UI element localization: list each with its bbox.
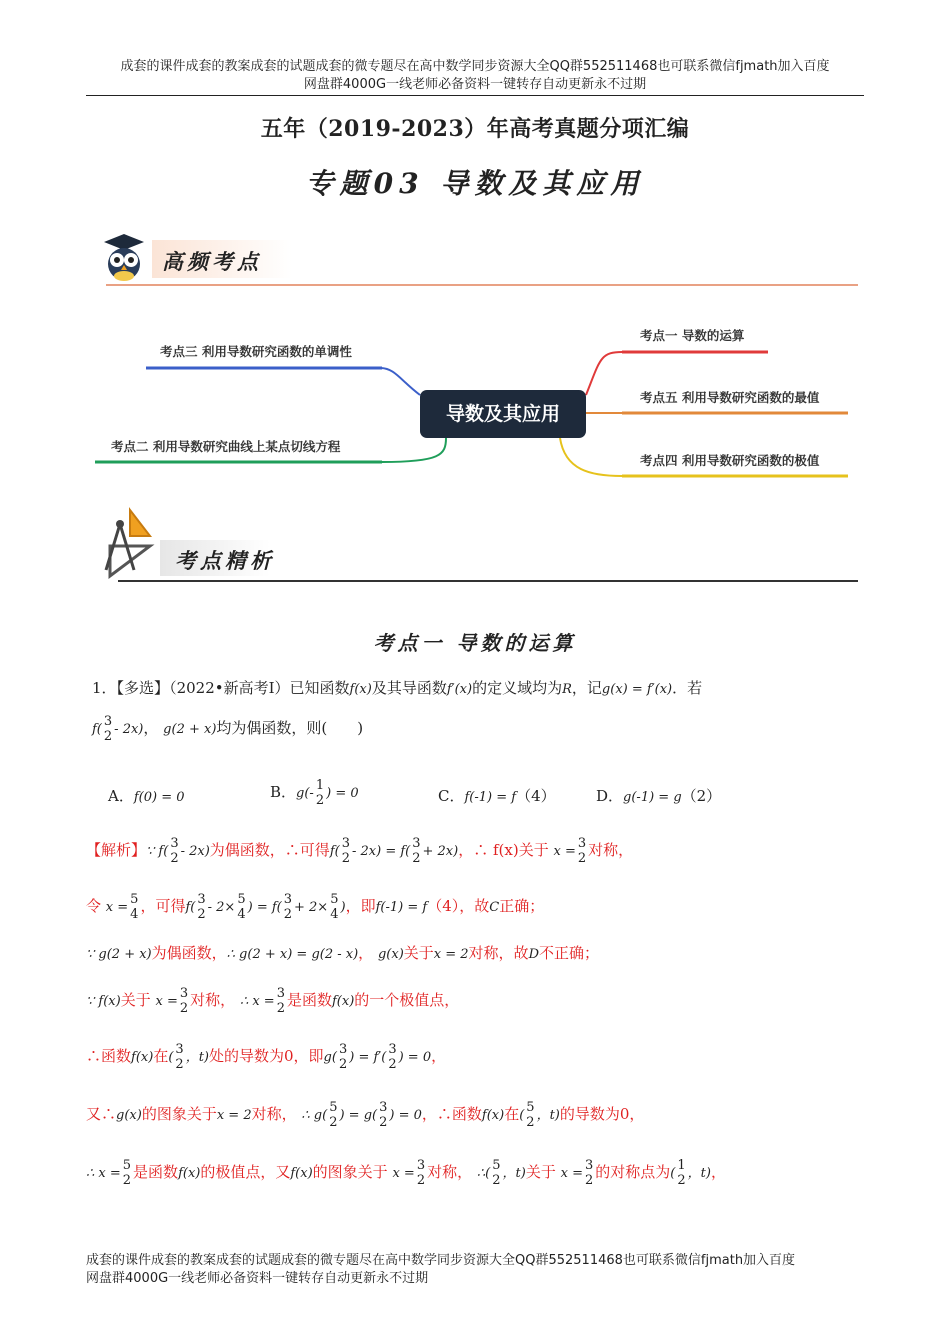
math: f(x) [332, 994, 355, 1009]
fraction [526, 1100, 534, 1130]
mindmap-center: 导数及其应用 [420, 390, 586, 438]
math: ) [340, 900, 346, 915]
frac-den: 4 [330, 907, 339, 922]
frac-num: 5 [237, 892, 246, 907]
problem-text: 均为偶函数，则 [216, 719, 322, 737]
fraction [585, 1158, 593, 1188]
solution-text: 是函数 [286, 991, 332, 1009]
option-expr: ) = 0 [326, 786, 359, 801]
option-label: D． [596, 787, 624, 805]
mindmap-node-k4: 考点四 利用导数研究函数的极值 [640, 453, 820, 468]
math-fpx: f′(x) [446, 682, 473, 697]
solution-text: ， [358, 944, 374, 962]
solution-text: 关于 [518, 841, 549, 859]
math: ) = 0 [389, 1108, 422, 1123]
fraction [412, 836, 420, 866]
fraction [284, 892, 292, 922]
math: + 2x) [422, 844, 459, 859]
math: x = [553, 844, 576, 859]
section-heading-frequent: 高频考点 [162, 249, 262, 274]
document-subtitle: 专题03 导数及其应用 [305, 167, 645, 200]
option-expr: （2） [681, 787, 722, 805]
math: - 2x) [114, 722, 144, 737]
solution-text: 关于 [403, 944, 434, 962]
frac-den: 2 [492, 1173, 501, 1188]
frac-num: 3 [283, 892, 293, 907]
math: + 2× [294, 900, 329, 915]
solution-text: ，∴函数 [421, 1105, 482, 1123]
solution-text: 对称， [588, 841, 634, 859]
solution-line-3 [86, 942, 599, 966]
math: f(-1) = f [375, 900, 428, 915]
problem-text: 已知函数 [289, 679, 350, 697]
mindmap-node-k5: 考点五 利用导数研究函数的最值 [640, 390, 820, 405]
math: t) [549, 1108, 560, 1123]
frac-den: 2 [175, 1057, 184, 1072]
solution-text: 的极值点，又 [200, 1163, 291, 1181]
frac-num: 3 [341, 836, 350, 851]
frac-num: 3 [179, 986, 189, 1001]
frac-den: 4 [237, 907, 246, 922]
solution-text: （4），故 [427, 897, 490, 915]
option-expr: f(-1) = f [464, 790, 517, 805]
math-g-def: g(x) = f′(x) [601, 682, 673, 697]
frac-den: 2 [315, 793, 325, 808]
solution-text: 的对称点为 [595, 1163, 671, 1181]
problem-text: 及其导函数 [371, 679, 447, 697]
page-footer [60, 1252, 890, 1288]
problem-line-1 [92, 677, 702, 701]
fraction [104, 714, 112, 744]
frac-den: 2 [341, 851, 350, 866]
frac-num: 3 [175, 1042, 184, 1057]
problem-line-2 [92, 714, 363, 744]
math: f(x) [178, 1166, 201, 1181]
solution-text: ∴函数 [86, 1047, 132, 1065]
frac-den: 2 [379, 1115, 388, 1130]
section-rule-2 [118, 580, 858, 582]
frac-den: 2 [122, 1173, 132, 1188]
fraction [578, 836, 586, 866]
frac-num: 5 [130, 892, 139, 907]
answer-blank: ( ) [321, 719, 364, 737]
solution-text: 的一个极值点， [354, 991, 460, 1009]
fraction [417, 1158, 425, 1188]
frac-num: 3 [379, 1100, 388, 1115]
solution-line-5 [86, 1042, 446, 1072]
solution-text: 处的导数为0，即 [209, 1047, 324, 1065]
math: ∵ f( [146, 844, 169, 859]
math: ( [670, 1166, 676, 1181]
math: ) = f′( [349, 1050, 387, 1065]
section-heading-analysis: 考点精析 [175, 548, 275, 573]
solution-line-4 [86, 986, 459, 1016]
frac-num: 3 [585, 1158, 594, 1173]
header-rule [86, 95, 864, 96]
option-expr: g(-1) = g [623, 790, 682, 805]
solution-line-6 [86, 1100, 644, 1130]
frac-den: 2 [577, 851, 587, 866]
option-a [108, 785, 185, 809]
fraction [170, 836, 178, 866]
math: ) = 0 [398, 1050, 432, 1065]
solution-text: 关于 [120, 991, 151, 1009]
frac-den: 2 [179, 1001, 189, 1016]
frac-num: 5 [122, 1158, 132, 1173]
frac-den: 2 [338, 1057, 348, 1072]
problem-number: 1． [92, 679, 117, 697]
solution-line-7 [86, 1158, 726, 1188]
frac-num: 3 [276, 986, 285, 1001]
frac-num: 1 [315, 778, 325, 793]
solution-text: 不正确； [539, 944, 600, 962]
frac-den: 2 [388, 1057, 397, 1072]
frac-num: 5 [330, 892, 339, 907]
math: ) = f( [247, 900, 282, 915]
solution-text: ， [431, 1047, 447, 1065]
solution-text: ，∴ f(x) [458, 841, 519, 859]
frac-num: 3 [577, 836, 587, 851]
page-header [60, 58, 890, 94]
option-b [270, 778, 359, 808]
problem-tag: 【多选】 [116, 679, 170, 697]
math: D [528, 947, 539, 962]
fraction [330, 892, 338, 922]
math-R: R [562, 682, 572, 697]
solution-text: 的导数为0， [559, 1105, 645, 1123]
option-label: A． [108, 787, 134, 805]
frac-num: 5 [492, 1158, 501, 1173]
mindmap-node-k1: 考点一 导数的运算 [640, 328, 745, 343]
solution-text: 是函数 [133, 1163, 179, 1181]
solution-text: 对称， [427, 1163, 473, 1181]
solution-text: 令 [86, 897, 102, 915]
option-expr: （4） [516, 787, 556, 805]
math: ， [502, 1166, 516, 1181]
fraction [492, 1158, 500, 1188]
frac-num: 3 [416, 1158, 426, 1173]
branch-k4 [560, 438, 622, 476]
solution-text: 在 [504, 1105, 520, 1123]
option-label: B． [270, 783, 297, 801]
math: C [489, 900, 500, 915]
section-rule [106, 284, 858, 286]
math: ∴( [476, 1166, 491, 1181]
fraction [175, 1042, 183, 1072]
math: x = [392, 1166, 415, 1181]
math: x = [105, 900, 129, 915]
frac-num: 5 [329, 1100, 338, 1115]
fraction [339, 1042, 347, 1072]
math: ∴ g(2 + x) = g(2 - x) [226, 947, 359, 962]
math: ， [536, 1108, 550, 1123]
math: ∴ g( [301, 1108, 328, 1123]
ruler-compass-icon [100, 506, 162, 580]
mindmap-node-k2: 考点二 利用导数研究曲线上某点切线方程 [111, 439, 341, 454]
fraction [677, 1158, 685, 1188]
frac-den: 2 [170, 851, 179, 866]
math: t) [198, 1050, 209, 1065]
frac-den: 2 [283, 907, 293, 922]
solution-text: 对称， [190, 991, 236, 1009]
frac-den: 2 [585, 1173, 594, 1188]
frac-num: 3 [338, 1042, 348, 1057]
problem-source: （2022•新高考Ⅰ） [169, 679, 290, 697]
math: - 2× [207, 900, 236, 915]
fraction [123, 1158, 131, 1188]
math: ∵ g(2 + x) [86, 947, 152, 962]
frac-den: 2 [329, 1115, 338, 1130]
frac-den: 2 [677, 1173, 686, 1188]
math: g(x) [377, 947, 404, 962]
frac-num: 3 [388, 1042, 397, 1057]
solution-tag: 【解析】 [86, 841, 147, 859]
frac-num: 1 [677, 1158, 686, 1173]
solution-line-2 [86, 892, 544, 922]
math: f(x) [481, 1108, 505, 1123]
math: ) = g( [339, 1108, 378, 1123]
frac-den: 2 [276, 1001, 285, 1016]
math: ∴ x = [86, 1166, 121, 1181]
fraction [329, 1100, 337, 1130]
frac-den: 2 [197, 907, 206, 922]
header-line-1: 成套的课件成套的教案成套的试题成套的微专题尽在高中数学同步资源大全QQ群552511468也可联系微信fjmath加入百度 [120, 59, 830, 74]
frac-num: 5 [526, 1100, 535, 1115]
document-title: 五年（2019-2023）年高考真题分项汇编 [260, 116, 690, 142]
math: f( [92, 722, 102, 737]
math: ( [168, 1050, 174, 1065]
math: f(x) [131, 1050, 154, 1065]
fraction [316, 778, 324, 808]
solution-text: 对称， [251, 1105, 297, 1123]
option-expr: g(- [296, 786, 314, 801]
fraction [180, 986, 188, 1016]
solution-line-1 [86, 836, 633, 866]
problem-text: ，记 [571, 679, 602, 697]
math: - 2x) = f( [351, 844, 411, 859]
math: ( [519, 1108, 525, 1123]
fraction [130, 892, 138, 922]
branch-k2 [382, 438, 446, 462]
solution-text: 的图象关于 [312, 1163, 388, 1181]
header-line-2: 网盘群4000G一线老师必备资料一键转存自动更新永不过期 [303, 77, 647, 92]
problem-text: 的定义域均为 [472, 679, 563, 697]
punct: ， [143, 719, 159, 737]
fraction [379, 1100, 387, 1130]
fraction [277, 986, 285, 1016]
mindmap-node-k3: 考点三 利用导数研究函数的单调性 [160, 344, 352, 359]
branch-k1 [586, 352, 622, 395]
frac-num: 3 [170, 836, 179, 851]
problem-text: ．若 [672, 679, 703, 697]
frac-num: 3 [103, 714, 113, 729]
math: x = 2 [433, 947, 469, 962]
branch-k3 [380, 368, 420, 395]
option-expr: f(0) = 0 [133, 790, 185, 805]
frac-den: 2 [412, 851, 421, 866]
fraction [197, 892, 205, 922]
solution-text: 对称，故 [468, 944, 529, 962]
math: ， [687, 1166, 701, 1181]
option-label: C． [438, 787, 465, 805]
fraction [342, 836, 350, 866]
option-d [596, 785, 721, 809]
math: ， [185, 1050, 199, 1065]
solution-text: 正确； [499, 897, 545, 915]
math: x = 2 [216, 1108, 252, 1123]
math: f(x) [290, 1166, 313, 1181]
solution-text: 的图象关于 [141, 1105, 217, 1123]
frac-den: 4 [130, 907, 139, 922]
solution-text: ， [710, 1163, 726, 1181]
math: g(x) [116, 1108, 142, 1123]
frac-num: 3 [412, 836, 421, 851]
math: f( [185, 900, 196, 915]
owl-mascot-icon [96, 232, 152, 284]
math: - 2x) [180, 844, 210, 859]
solution-text: 又∴ [86, 1105, 117, 1123]
fraction [237, 892, 245, 922]
math-g2x: g(2 + x) [163, 722, 217, 737]
math-fx: f(x) [349, 682, 372, 697]
footer-line-2: 网盘群4000G一线老师必备资料一键转存自动更新永不过期 [86, 1271, 429, 1286]
solution-text: 为偶函数， [151, 944, 227, 962]
math: ∴ x = [239, 994, 275, 1009]
fraction [388, 1042, 396, 1072]
solution-text: ，可得 [140, 897, 186, 915]
math: t) [700, 1166, 711, 1181]
topic-title: 考点一 导数的运算 [373, 631, 577, 655]
math: t) [515, 1166, 526, 1181]
frac-den: 2 [526, 1115, 535, 1130]
solution-text: 关于 [525, 1163, 556, 1181]
option-c [438, 785, 556, 809]
frac-den: 2 [416, 1173, 426, 1188]
frac-den: 2 [103, 729, 113, 744]
math: x = [560, 1166, 583, 1181]
math: g( [323, 1050, 337, 1065]
solution-text: 为偶函数，∴可得 [209, 841, 330, 859]
math: x = [155, 994, 178, 1009]
math: f( [329, 844, 340, 859]
solution-text: ，即 [345, 897, 376, 915]
solution-text: 在 [153, 1047, 169, 1065]
math: ∵ f(x) [86, 994, 121, 1009]
footer-line-1: 成套的课件成套的教案成套的试题成套的微专题尽在高中数学同步资源大全QQ群552511468也可联系微信fjmath加入百度 [86, 1253, 796, 1268]
frac-num: 3 [197, 892, 206, 907]
